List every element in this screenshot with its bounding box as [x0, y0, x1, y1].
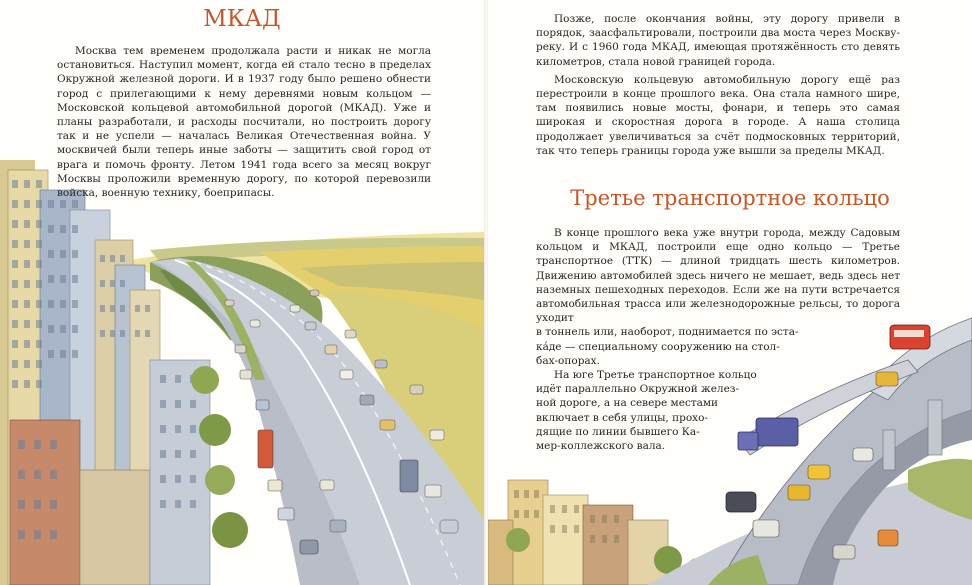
ttk-text: [536, 226, 900, 453]
page-title-mkad: МКАД: [203, 6, 281, 32]
mkad-paragraph-3: Московскую кольцевую автомобильную дорогу ещё раз перестроили в конце прошлого века. Она стала намного шире, там появились новые мосты, фонари, и теперь это самая широкая и скоростная дорога в городе. А наша столица продолжает увеличиваться за счёт подмосковных территорий, так что теперь границы города уже вышли за пределы МКАД.: [536, 73, 900, 157]
ttk-p2-line-1: На юге Третье транспортное кольцо: [554, 369, 757, 382]
ttk-line-4: бах-опорах.: [536, 354, 600, 367]
ttk-p2-line-4: включает в себя улицы, прохо-: [536, 411, 708, 424]
mkad-paragraph-2: Позже, после окончания войны, эту дорогу привели в порядок, заасфальтировали, построили два моста через Москву-реку. И с 1960 года МКАД, имеющая протяжённость сто девять километров, стала новой границей города.: [536, 13, 900, 68]
ttk-line-1: В конце прошлого века уже внутри города, между Садовым кольцом и МКАД, построили еще одно кольцо — Третье транспортное (ТТК) — длиной тридцать шесть километров. Движению автомобилей здесь ничего не мешает, ведь здесь нет наземных пешеходных переходов. Если же на пути встречается автомобильная трасса или железнодорожные рельсы, то дорога уходит: [536, 227, 900, 325]
section-title-ttk: Третье транспортное кольцо: [570, 186, 890, 210]
ttk-p2-line-5: дящие по линии бывшего Ка-: [536, 425, 700, 438]
mkad-paragraph: Москва тем временем продолжала расти и никак не могла остановиться. Наступил момент, когда ей стало тесно в пределах Окружной железной дороги. И в 1937 году было решено обнести город с прилегающими к нему деревнями новым кольцом — Московской кольцевой автомобильной дорогой (МКАД). Уже и планы разработали, и расходы посчитали, но построить дорогу так и не успели — началась Великая Отечественная война. У москвичей были теперь иные заботы — защитить свой город от врага и помочь фронту. Летом 1941 года всего за месяц вокруг Москвы проложили временную дорогу, по которой перевозили войска, военную технику, боеприпасы.: [57, 45, 431, 200]
ttk-p2-line-3: ной дороге, а на севере местами: [536, 397, 719, 410]
ttk-line-3: ка́де — специальному сооружению на стол-: [536, 340, 780, 353]
ttk-paragraph-1: [536, 226, 900, 325]
ttk-p2-line-6: мер-коллежского вала.: [536, 440, 666, 453]
ttk-line-2: в тоннель или, наоборот, поднимается по эста-: [536, 326, 799, 339]
mkad-continued-text: [536, 12, 900, 158]
ttk-p2-line-2: идёт параллельно Окружной желез-: [536, 383, 740, 396]
right-page: [488, 0, 972, 585]
left-page: [0, 0, 484, 585]
mkad-text: [57, 44, 431, 200]
